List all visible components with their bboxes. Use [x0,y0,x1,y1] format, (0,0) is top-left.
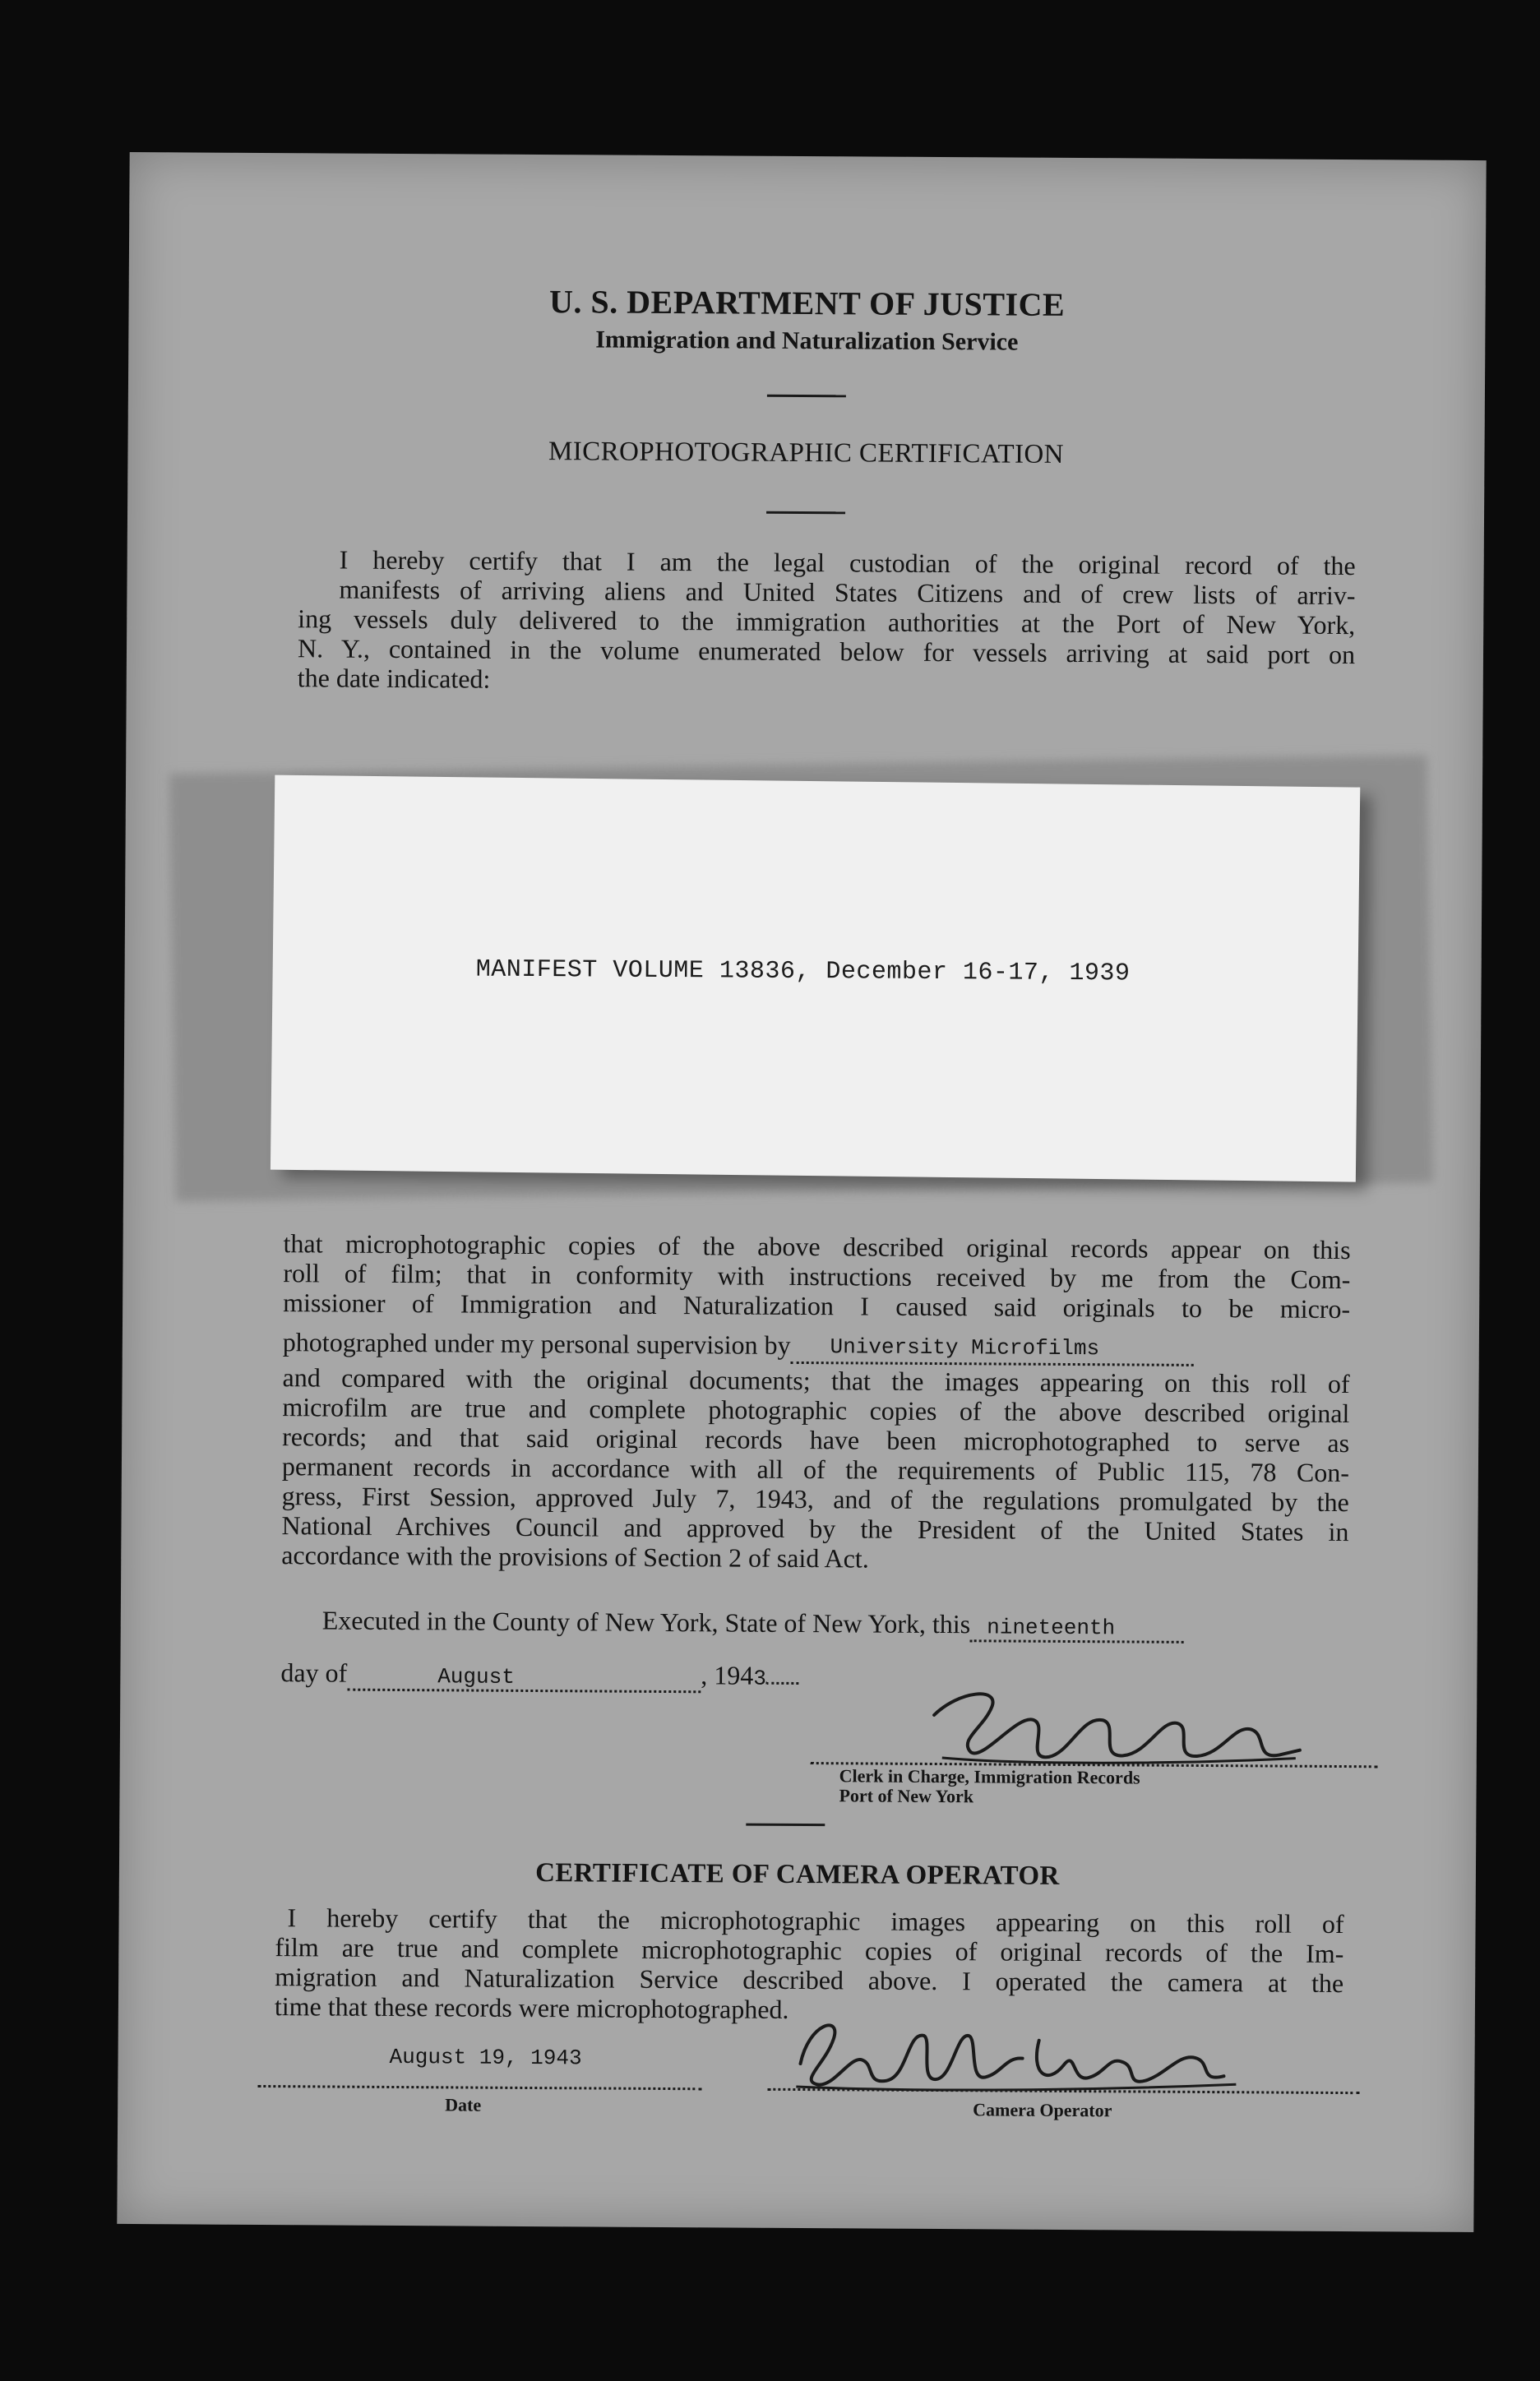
paragraph-line: that microphotographic copies of the above described original records appear on this [283,1228,1351,1265]
paragraph-line: ing vessels duly delivered to the immigration authorities at the Port of New York, [298,603,1356,640]
paragraph-line: the date indicated: [297,663,491,694]
month-fill [347,1658,701,1694]
divider [767,395,846,398]
execution-prefix: Executed in the County of New York, State of New York, this [321,1605,971,1639]
operator-signature [784,2006,1245,2099]
microfilm-company: University Microfilms [830,1334,1100,1362]
microfilm-paragraph [281,1228,1351,1576]
year-fill [766,1682,799,1685]
paragraph-line: records; and that said original records have been microphotographed to serve as [282,1422,1350,1459]
day-of-line [280,1657,799,1694]
paragraph-line: manifests of arriving aliens and United States Citizens and of crew lists of arriv- [339,574,1356,611]
clerk-signature [926,1682,1305,1775]
paragraph-line: gress, First Session, approved July 7, 1943, and of the regulations promulgated by the [281,1481,1349,1518]
supervision-prefix: photographed under my personal supervision by [282,1327,791,1360]
paragraph-line: accordance with the provisions of Section 2 of said Act. [281,1540,869,1574]
paragraph-line: and compared with the original documents; that the images appearing on this roll of [282,1362,1350,1399]
paragraph-line: I hereby certify that I am the legal custodian of the original record of the [339,544,1356,581]
clerk-title-line2: Port of New York [839,1785,974,1807]
paragraph-line: migration and Naturalization Service described above. I operated the camera at the [275,1962,1344,1999]
paragraph-line: N. Y., contained in the volume enumerated below for vessels arriving at said port on [297,633,1356,670]
paragraph-line: National Archives Council and approved by the President of the United States in [281,1510,1349,1547]
day-of-label: day of [280,1657,348,1688]
paragraph-line: roll of film; that in conformity with instructions received by me from the Com- [283,1258,1351,1295]
execution-day: nineteenth [987,1615,1116,1641]
clerk-title [839,1766,1140,1807]
camera-operator-title: CERTIFICATE OF CAMERA OPERATOR [535,1858,1060,1891]
divider [746,1824,825,1827]
department-title: U. S. DEPARTMENT OF JUSTICE [548,283,1066,323]
certification-title: MICROPHOTOGRAPHIC CERTIFICATION [548,437,1064,469]
paragraph-line: missioner of Immigration and Naturalization I caused said originals to be micro- [283,1288,1351,1325]
execution-month: August [437,1664,515,1690]
paragraph-line: I hereby certify that the microphotographic images appearing on this roll of [287,1902,1344,1939]
clerk-title-line1: Clerk in Charge, Immigration Records [839,1765,1140,1788]
divider [766,511,845,515]
day-fill [970,1609,1184,1644]
date-label: Date [445,2094,482,2115]
custodian-paragraph [298,544,1356,699]
year-prefix: , 194 [701,1660,754,1690]
manifest-volume-label: MANIFEST VOLUME 13836, December 16-17, 1939 [475,955,1131,988]
certificate-page [117,152,1486,2232]
execution-line [322,1605,1185,1643]
supervision-fill [790,1329,1193,1366]
paragraph-line: microfilm are true and complete photographic copies of the above described original [282,1392,1350,1429]
paragraph-line: film are true and complete microphotographic copies of original records of the Im- [275,1932,1344,1969]
year-digit: 3 [753,1666,766,1691]
operator-date: August 19, 1943 [389,2044,582,2071]
paragraph-line: time that these records were microphotographed. [274,1991,789,2024]
paragraph-line: permanent records in accordance with all of the requirements of Public 115, 78 Con- [281,1451,1350,1488]
service-subtitle: Immigration and Naturalization Service [595,326,1019,356]
camera-operator-label: Camera Operator [973,2099,1112,2121]
